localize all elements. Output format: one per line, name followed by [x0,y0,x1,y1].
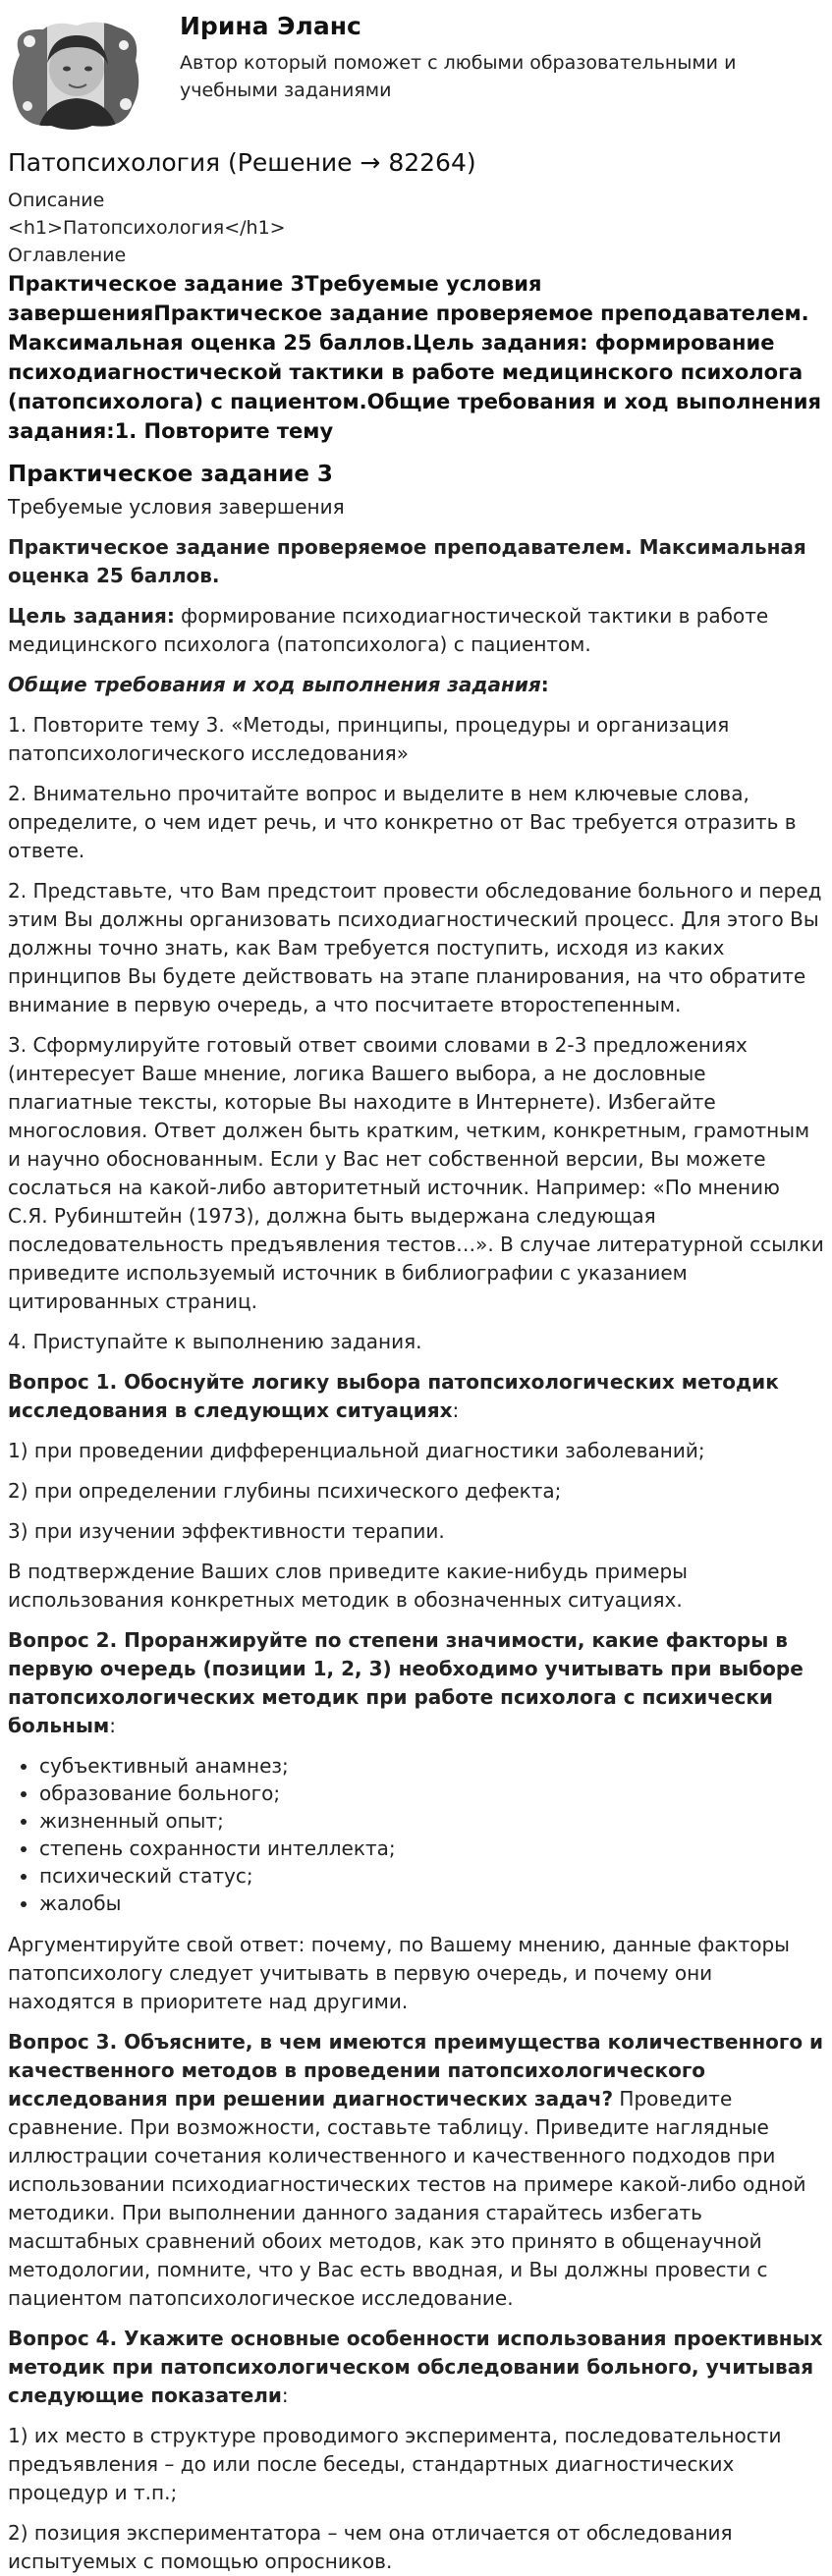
question-4-item: 1) их место в структуре проводимого эксперимента, последовательности предъявления – до или после беседы, стандартных диагностических процедур и т.п.; [8,2424,782,2504]
goal-label: Цель задания: [8,604,175,628]
question-1-item: 2) при определении глубины психического дефекта; [8,1479,562,1503]
question-3-title: Вопрос 3. Объясните, в чем имеются преимущества количественного и качественного методов в проведении патопсихологического исследования при решении диагностических задач? [8,2030,824,2110]
step-item: 1. Повторите тему 3. «Методы, принципы, процедуры и организация патопсихологического исследования» [8,713,730,765]
question-3-paragraph [8,2028,824,2313]
article [0,147,832,2576]
task-heading: Практическое задание 3 [8,462,333,487]
list-item: • субъективный анамнез; [39,1752,824,1780]
question-2-argument: Аргументируйте свой ответ: почему, по Вашему мнению, данные факторы патопсихологу следует учитывать в первую очередь, и почему они находятся в приоритете над другими. [8,1933,790,2013]
step-item: 3. Сформулируйте готовый ответ своими словами в 2-3 предложениях (интересует Ваше мнение, логика Вашего выбора, а не дословные плагиатные тексты, которые Вы находите в Интернете). Избегайте многословия. Ответ должен быть кратким, четким, конкретным, грамотным и научно обоснованным. Если у Вас нет собственной версии, Вы можете сослаться на какой-либо авторитетный источник. Например: «По мнению С.Я. Рубинштейн (1973), должна быть выдержана следующая последовательность предъявления тестов…». В случае литературной ссылки приведите используемый источник в библиографии с указанием цитированных страниц. [8,1033,824,1313]
list-item: • образование больного; [39,1780,824,1807]
author-card [0,0,832,136]
question-1-item: 3) при изучении эффективности терапии. [8,1519,445,1543]
h1-code-text: <h1>Патопсихология</h1> [8,217,286,239]
list-item: • жизненный опыт; [39,1807,824,1835]
question-1-note: В подтверждение Ваших слов приведите какие-нибудь примеры использования конкретных методик в обозначенных ситуациях. [8,1560,688,1612]
question-2-factor-list [8,1752,824,1917]
page-title: Патопсихология (Решение → 82264) [8,148,476,177]
goal-paragraph [8,602,824,659]
question-2-title: Вопрос 2. Проранжируйте по степени значимости, какие факторы в первую очередь (позиции 1, 2, 3) необходимо учитывать при выборе патопсихологических методик при работе психолога с психически больным: [8,1628,804,1737]
list-item: • жалобы [39,1890,824,1917]
author-description: Автор который поможет с любыми образовательными и учебными заданиями [180,52,737,101]
question-4-item: 2) позиция экспериментатора – чем она отличается от обследования испытуемых с помощью опросников. [8,2521,733,2573]
toc-label: Оглавление [8,245,127,266]
author-avatar[interactable] [8,18,143,132]
completion-conditions: Требуемые условия завершения [8,495,345,519]
step-item: 2. Представьте, что Вам предстоит провести обследование больного и перед этим Вы должны организовать психодиагностический процесс. Для этого Вы должны точно знать, как Вам требуется поступить, исходя из каких принципов Вы будете действовать на этапе планирования, на что обратите внимание в первую очередь, а что посчитаете второстепенным. [8,879,822,1016]
step-item: 2. Внимательно прочитайте вопрос и выделите в нем ключевые слова, определите, о чем идет речь, и что конкретно от Вас требуется отразить в ответе. [8,782,797,862]
goal-text: формирование психодиагностической тактики в работе медицинского психолога (патопсихолога) с пациентом. [8,604,769,656]
checked-by-teacher: Практическое задание проверяемое преподавателем. Максимальная оценка 25 баллов. [8,535,806,587]
general-requirements-heading: Общие требования и ход выполнения задания: [8,673,549,696]
list-item: • психический статус; [39,1862,824,1890]
question-1-item: 1) при проведении дифференциальной диагностики заболеваний; [8,1439,705,1462]
question-3-text: Проведите сравнение. При возможности, составьте таблицу. Приведите наглядные иллюстрации сочетания количественного и качественного подходов при использовании психодиагностических тестов на примере какой-либо одной методики. При выполнении данного задания старайтесь избегать масштабных сравнений обоих методов, как это принято в общенаучной методологии, помните, что у Вас есть вводная, и Вы должны провести с пациентом патопсихологическое исследование. [8,2087,806,2310]
list-item: • степень сохранности интеллекта; [39,1835,824,1862]
question-1-title: Вопрос 1. Обоснуйте логику выбора патопсихологических методик исследования в следующих ситуациях: [8,1370,779,1422]
question-4-title: Вопрос 4. Укажите основные особенности использования проективных методик при патопсихологическом обследовании больного, учитывая следующие показатели: [8,2327,823,2407]
toc-link[interactable]: Практическое задание 3Требуемые условия завершенияПрактическое задание проверяемое преподавателем. Максимальная оценка 25 баллов.Цель задания: формирование психодиагностической тактики в работе медицинского психолога (патопсихолога) с пациентом.Общие требования и ход выполнения задания:1. Повторите тему [8,272,821,443]
author-name[interactable]: Ирина Эланс [180,12,361,40]
description-label: Описание [8,190,105,211]
step-item: 4. Приступайте к выполнению задания. [8,1330,422,1353]
